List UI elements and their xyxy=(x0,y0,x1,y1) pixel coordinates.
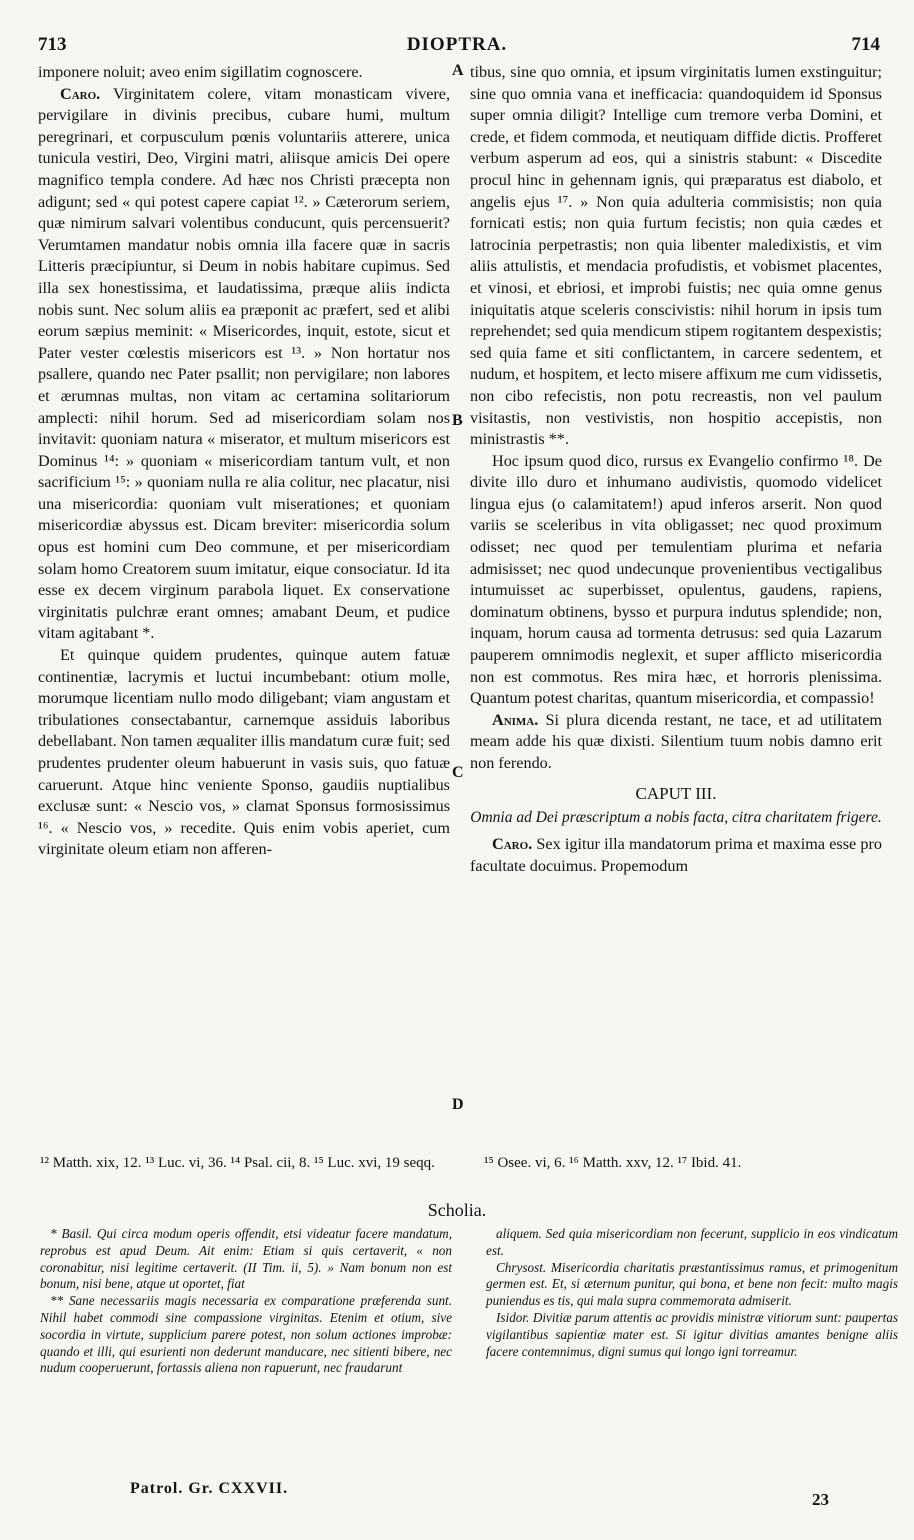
speaker-label: Caro. xyxy=(60,84,101,103)
paragraph xyxy=(470,710,882,775)
paragraph: Et quinque quidem prudentes, quinque autem fatuæ continentiæ, lacrymis et luctui incumbebant: otium molle, morumque licentiam nullo modo diligebant; viam angustam et tribulationes consectabantur, carnemque assiduis laboribus debellabant. Non tamen æqualiter illis mandatum curæ fuit; sed prudentes prudenter oleum habuerunt in vasis suis, quo fatuæ caruerunt. Atque hinc veniente Sponso, gaudiis nuptialibus exclusæ sunt: « Nescio vos, » clamat Sponsus formosissimus ¹⁶. « Nescio vos, » recedite. Quis enim vobis aperiet, cum virginitate oleum etiam non afferen- xyxy=(38,646,450,859)
paragraph: tibus, sine quo omnia, et ipsum virginitatis lumen exstinguitur; sine quo omnia vana et inefficacia: quandoquidem id Sponsus super omnia diligit? Intellige cum tremore verba Domini, et crede, et fidem commoda, et neutiquam diffide dictis. Profferet verbum asperum ad eos, qui a sinistris stabunt: « Discedite procul hinc in gehennam ignis, qui præparatus est diabolo, et angelis ejus ¹⁷. » Non quia adulteria commisistis; non quia fornicati estis; non quia furtum fecistis; non quia cædes et latrocinia perpetrastis; non quia libenter maledixistis, et vim aliis attulistis, et mendacia profudistis, et vobismet placentes, et vinosi, et ebriosi, et improbi fuistis; nec quia omne genus iniquitatis atque sceleris conscivistis: nihil horum in ipsis tum reprehendet; sed quia mendicum stipem rogitantem despexistis; sed quia fame et siti conflictantem, in carcere sedentem, et nudum, et hospitem, et lecto misere affixum me cum vidissetis, non cibo refecistis, non potu recreastis, non vel paulum visitastis, non vestivistis, non hospitio accepistis, non ministrastis **. xyxy=(470,63,882,449)
margin-letter-b: B xyxy=(452,412,463,429)
scholion: aliquem. Sed quia misericordiam non fecerunt, supplicio in eos vindicatum est. xyxy=(486,1226,898,1258)
paragraph: Hoc ipsum quod dico, rursus ex Evangelio confirmo ¹⁸. De divite illo duro et inhumano audivistis, quomodo videlicet lingua ejus (o calamitatem!) apud inferos arserit. Non quod variis se sceleribus in vita obligasset; nec quod proximum odisset; nec quod per temulentiam plurima et nefaria admisisset; nec quod undecunque provenientibus vectigalibus intumuisset ac superbisset, opulentus, gaudens, rapiens, dominatum obtinens, bysso et purpura indutus splendide; non, inquam, horum causa ad tormenta detrusus: sed quia Lazarum pauperem omnimodis neglexit, et super afflicto misericordia non est commotus. Res mira hæc, et horroris plenissima. Quantum potest charitas, quantum misericordia, et compassio! xyxy=(470,451,882,708)
scholion: ** Sane necessariis magis necessaria ex comparatione præferenda sunt. Nihil habet commodi sine compassione virginitas. Etenim et otium, sive socordia in virtute, supplicium parere potest, non solum actiones improbæ: quando et illi, qui esurienti non dederunt manducare, nec sitienti bibere, nec nudum cooperuerunt, fortassis aliena non rapuerunt, nec fraudarunt xyxy=(40,1293,452,1376)
speaker-label: Anima. xyxy=(492,710,539,729)
chapter-heading: CAPUT III. xyxy=(635,783,717,803)
page-number-left: 713 xyxy=(38,34,67,55)
footnotes-left: ¹² Matth. xix, 12. ¹³ Luc. vi, 36. ¹⁴ Psal. cii, 8. ¹⁵ Luc. xvi, 19 seqq. xyxy=(40,1155,435,1171)
left-column xyxy=(38,62,450,861)
footnotes-right: ¹⁵ Osee. vi, 6. ¹⁶ Matth. xxv, 12. ¹⁷ Ibid. 41. xyxy=(484,1155,742,1171)
right-column xyxy=(470,62,882,877)
paragraph-text: Virginitatem colere, vitam monasticam vivere, pervigilare in divinis precibus, cubare humi, multum peregrinari, et corpusculum pœnis voluntariis atterere, unica tunicula vestiri, Deo, Virgini matri, aliisque amicis Dei opere magnifico templa condere. Ad hæc nos Christi præcepta non adigunt; sed « qui potest capere capiat ¹². » Cæterorum seriem, quæ nimirum salvari volentibus conducunt, quis percensuerit? Verumtamen mandatur nobis omnia illa facere quæ in sacris Litteris præcipiuntur, si Deum in nobis habitare cupimus. Sed illa sex honestissima, et laudatissima, præque aliis indicta nobis sunt. Nec solum aliis ea præponit ac præfert, sed et alibi eorum sæpius meminit: « Misericordes, inquit, estote, sicut et Pater vester cœlestis misericors est ¹³. » Non hortatur nos psallere, quando nec Pater psallit; non pervigilare; non labores et ærumnas multas, non vitam ac certamina solitariorum amplecti: nihil horum. Sed ad misericordiam solam nos invitavit: quoniam natura « miserator, et multum misericors est Dominus ¹⁴: » quoniam « misericordiam tantum vult, et non sacrificium ¹⁵: » quoniam nulla re alia colitur, nec placatur, nisi una misericordia: quoniam vult miserationes; et quoniam misericordiæ abyssus est. Dicam breviter: misericordia solum opus est homini cum Deo commune, et per misericordiam solam homo Creatorem suum imitatur, eique consociatur. Id ita esse ex decem virginum parabola liquet. Ex conservatione virginitatis pulchræ erant omnes; amabant Deum, et pudice vitam agitabant *. xyxy=(38,84,450,643)
margin-letter-a: A xyxy=(452,62,464,79)
speaker-label: Caro. xyxy=(492,835,533,854)
chapter-subtitle: Omnia ad Dei præscriptum a nobis facta, citra charitatem frigere. xyxy=(470,809,882,827)
signature-mark: 23 xyxy=(812,1490,829,1509)
running-title: DIOPTRA. xyxy=(406,34,508,55)
paragraph: imponere noluit; aveo enim sigillatim cognoscere. xyxy=(38,63,363,81)
margin-letter-c: C xyxy=(452,764,464,781)
scholia-left-column xyxy=(40,1226,452,1377)
margin-letter-d: D xyxy=(452,1096,464,1113)
page-number-right: 714 xyxy=(851,34,880,55)
scholion: Chrysost. Misericordia charitatis præstantissimus ramus, et primogenitum germen est. Et, si æternum punitur, qui bona, et bene non fecit: multo magis puniendus es tis, qui mala supra commemorata admiserit. xyxy=(486,1259,898,1309)
paragraph-text: Sex igitur illa mandatorum prima et maxima esse pro facultate docuimus. Propemodum xyxy=(470,835,882,875)
paragraph xyxy=(38,84,450,645)
series-footer: Patrol. Gr. CXXVII. xyxy=(130,1480,289,1497)
scholia-heading: Scholia. xyxy=(427,1200,487,1220)
paragraph xyxy=(470,834,882,877)
scholion: * Basil. Qui circa modum operis offendit, etsi videatur facere mandatum, reprobus est apud Deum. Ait enim: Etiam si quis certaverit, « non coronabitur, nisi legitime certaverit. (II Tim. ii, 5). » Nam bonum non est bonum, nisi bene, atque ut oportet, fiat xyxy=(40,1226,452,1292)
scholion: Isidor. Divitiæ parum attentis ac providis ministræ vitiorum sunt: paupertas vigilantibus sapientiæ mater est. Si igitur divitias amantes benigne aliis facere contemnimus, digni sumus qui longo igni torreamur. xyxy=(486,1309,898,1359)
scholia-right-column xyxy=(486,1226,898,1360)
paragraph-text: Si plura dicenda restant, ne tace, et ad utilitatem meam adde his quæ dixisti. Silentium tuum nobis damno erit non ferendo. xyxy=(470,710,883,772)
